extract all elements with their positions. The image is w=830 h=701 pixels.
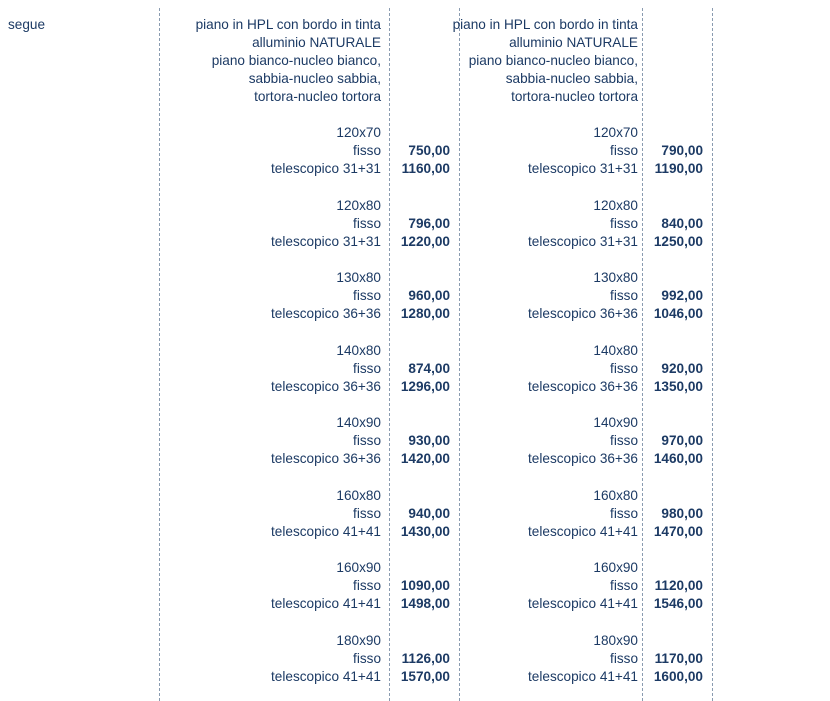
price-value: 1160,00 bbox=[401, 161, 450, 176]
price-value: 1546,00 bbox=[653, 596, 703, 611]
price-value: 920,00 bbox=[661, 360, 703, 376]
size-label: 120x80 bbox=[593, 197, 638, 213]
size-label: 130x80 bbox=[336, 270, 381, 285]
variant-label: fisso bbox=[610, 215, 638, 231]
variant-label: fisso bbox=[353, 578, 381, 593]
size-label: 160x80 bbox=[593, 487, 638, 503]
variant-label: telescopico 41+41 bbox=[271, 523, 381, 539]
size-label: 140x80 bbox=[336, 342, 381, 358]
variant-label: telescopico 41+41 bbox=[271, 596, 381, 611]
price-value: 960,00 bbox=[408, 288, 450, 303]
size-label: 130x80 bbox=[593, 270, 638, 285]
size-label: 120x80 bbox=[336, 197, 381, 213]
column-separator bbox=[459, 8, 460, 701]
variant-label: telescopico 41+41 bbox=[528, 668, 638, 684]
description-line: sabbia-nucleo sabbia, bbox=[248, 71, 381, 86]
variant-label: telescopico 36+36 bbox=[271, 378, 381, 394]
variant-label: fisso bbox=[610, 360, 638, 376]
variant-label: fisso bbox=[353, 433, 381, 448]
size-label: 120x70 bbox=[336, 125, 381, 140]
size-label: 160x90 bbox=[336, 560, 381, 575]
variant-label: telescopico 31+31 bbox=[271, 233, 381, 249]
variant-label: telescopico 36+36 bbox=[271, 306, 381, 321]
variant-label: fisso bbox=[610, 650, 638, 666]
variant-label: fisso bbox=[353, 143, 381, 158]
price-value: 1470,00 bbox=[653, 523, 703, 539]
price-value: 1498,00 bbox=[400, 596, 450, 611]
variant-label: fisso bbox=[353, 360, 381, 376]
variant-label: fisso bbox=[353, 215, 381, 231]
variant-label: telescopico 41+41 bbox=[271, 668, 381, 684]
price-value: 840,00 bbox=[661, 215, 703, 231]
size-label: 160x90 bbox=[593, 560, 638, 575]
price-value: 992,00 bbox=[661, 288, 703, 303]
price-value: 796,00 bbox=[408, 215, 450, 231]
variant-label: fisso bbox=[610, 505, 638, 521]
price-value: 1296,00 bbox=[400, 378, 450, 394]
description-line: piano bianco-nucleo bianco, bbox=[468, 53, 638, 68]
size-label: 140x90 bbox=[593, 415, 638, 430]
size-label: 160x80 bbox=[336, 487, 381, 503]
price-value: 874,00 bbox=[408, 360, 450, 376]
size-label: 180x90 bbox=[593, 632, 638, 648]
variant-label: telescopico 31+31 bbox=[271, 161, 381, 176]
price-value: 1090,00 bbox=[400, 578, 450, 593]
variant-label: fisso bbox=[610, 288, 638, 303]
price-value: 1280,00 bbox=[400, 306, 450, 321]
description-line: piano bianco-nucleo bianco, bbox=[211, 53, 381, 68]
size-label: 120x70 bbox=[593, 125, 638, 140]
description-line: piano in HPL con bordo in tinta bbox=[452, 17, 638, 32]
description-line: tortora-nucleo tortora bbox=[511, 89, 638, 104]
variant-label: fisso bbox=[353, 288, 381, 303]
variant-label: telescopico 31+31 bbox=[528, 233, 638, 249]
price-value: 980,00 bbox=[661, 505, 703, 521]
variant-label: fisso bbox=[610, 433, 638, 448]
variant-label: telescopico 36+36 bbox=[271, 451, 381, 466]
price-value: 930,00 bbox=[408, 433, 450, 448]
price-value: 940,00 bbox=[408, 505, 450, 521]
column-separator bbox=[642, 8, 643, 701]
size-label: 140x80 bbox=[593, 342, 638, 358]
price-value: 1220,00 bbox=[400, 233, 450, 249]
column-separator bbox=[389, 8, 390, 701]
price-value: 1126,00 bbox=[401, 650, 450, 666]
description-line: tortora-nucleo tortora bbox=[254, 89, 381, 104]
price-value: 1600,00 bbox=[653, 668, 703, 684]
description-line: piano in HPL con bordo in tinta bbox=[195, 17, 381, 32]
price-value: 790,00 bbox=[661, 143, 703, 158]
price-value: 1250,00 bbox=[653, 233, 703, 249]
description-line: alluminio NATURALE bbox=[509, 35, 638, 50]
description-line: sabbia-nucleo sabbia, bbox=[505, 71, 638, 86]
column-separator bbox=[159, 8, 160, 701]
variant-label: telescopico 36+36 bbox=[528, 451, 638, 466]
size-label: 140x90 bbox=[336, 415, 381, 430]
column-separator bbox=[712, 8, 713, 701]
variant-label: fisso bbox=[353, 650, 381, 666]
price-value: 1120,00 bbox=[654, 578, 703, 593]
variant-label: fisso bbox=[353, 505, 381, 521]
price-value: 750,00 bbox=[408, 143, 450, 158]
price-value: 1046,00 bbox=[653, 306, 703, 321]
description-line: alluminio NATURALE bbox=[252, 35, 381, 50]
variant-label: telescopico 31+31 bbox=[528, 161, 638, 176]
variant-label: fisso bbox=[610, 578, 638, 593]
price-value: 1460,00 bbox=[653, 451, 703, 466]
variant-label: telescopico 36+36 bbox=[528, 378, 638, 394]
variant-label: telescopico 36+36 bbox=[528, 306, 638, 321]
segue-label: segue bbox=[8, 17, 46, 32]
price-value: 1420,00 bbox=[400, 451, 450, 466]
size-label: 180x90 bbox=[336, 632, 381, 648]
price-value: 1350,00 bbox=[653, 378, 703, 394]
price-value: 1570,00 bbox=[400, 668, 450, 684]
price-value: 1170,00 bbox=[654, 650, 703, 666]
variant-label: fisso bbox=[610, 143, 638, 158]
price-value: 970,00 bbox=[661, 433, 703, 448]
variant-label: telescopico 41+41 bbox=[528, 523, 638, 539]
price-value: 1190,00 bbox=[654, 161, 703, 176]
variant-label: telescopico 41+41 bbox=[528, 596, 638, 611]
price-value: 1430,00 bbox=[400, 523, 450, 539]
